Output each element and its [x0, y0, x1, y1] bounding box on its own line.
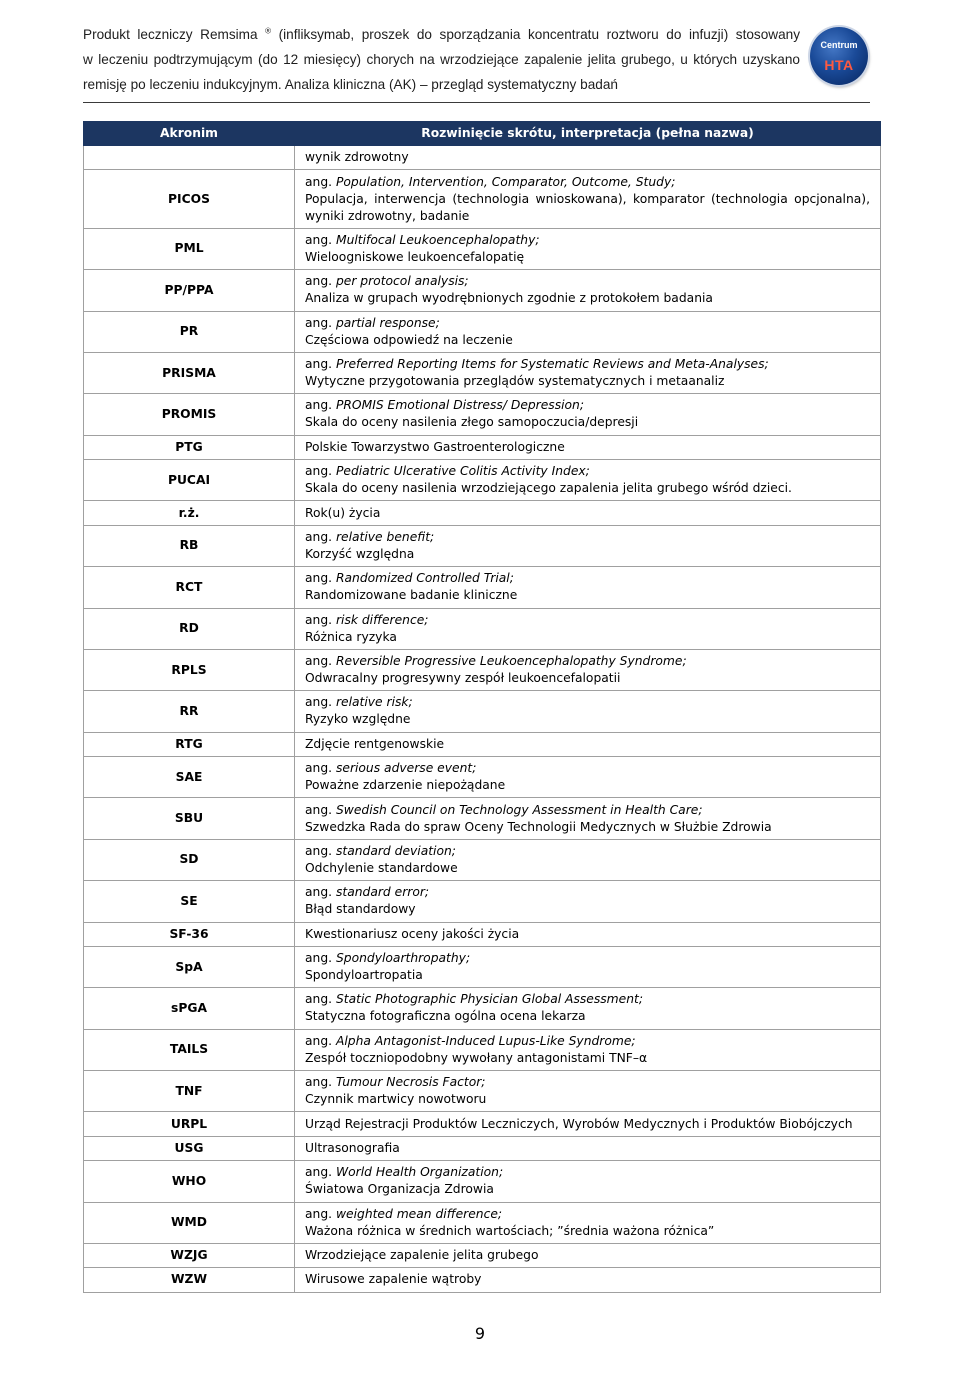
english-term: Randomized Controlled Trial; [335, 571, 514, 586]
table-row [84, 988, 881, 1029]
english-term-line [305, 694, 870, 711]
table-row [84, 228, 881, 269]
table-row [84, 1268, 881, 1292]
polish-definition: Wirusowe zapalenie wątroby [305, 1272, 482, 1287]
table-row [84, 460, 881, 501]
polish-definition: Ważona różnica w średnich wartościach; ”średnia ważona różnica” [305, 1223, 715, 1238]
acronym-cell: PP/PPA [84, 270, 295, 311]
english-term-line [305, 802, 870, 819]
english-term: World Health Organization; [335, 1165, 504, 1180]
polish-definition: Rok(u) życia [305, 505, 381, 520]
acronym-cell: PICOS [84, 170, 295, 228]
polish-definition: Wieloogniskowe leukoencefalopatię [305, 249, 525, 264]
english-term-line [305, 174, 870, 191]
english-term: Alpha Antagonist-Induced Lupus-Like Syndrome; [335, 1033, 636, 1048]
acronym-cell: RR [84, 691, 295, 732]
logo-text-bottom: HTA [824, 57, 854, 73]
table-row [84, 649, 881, 690]
acronym-cell: PROMIS [84, 394, 295, 435]
logo-text-top: Centrum [820, 40, 858, 50]
polish-definition: Zespół toczniopodobny wywołany antagonistami TNF–α [305, 1050, 648, 1065]
english-prefix: ang. [305, 654, 333, 669]
definition-cell [295, 228, 881, 269]
english-prefix: ang. [305, 1075, 333, 1090]
acronym-cell: PUCAI [84, 460, 295, 501]
table-row [84, 352, 881, 393]
english-prefix: ang. [305, 992, 333, 1007]
table-body [84, 146, 881, 1293]
table-row [84, 922, 881, 946]
english-prefix: ang. [305, 761, 333, 776]
english-term-line [305, 232, 870, 249]
polish-definition: Wrzodziejące zapalenie jelita grubego [305, 1248, 539, 1263]
definition-cell [295, 608, 881, 649]
table-row [84, 1161, 881, 1202]
table-header-row [84, 122, 881, 146]
definition-cell [295, 352, 881, 393]
table-row [84, 1029, 881, 1070]
english-term-line [305, 1074, 870, 1091]
english-term-line [305, 315, 870, 332]
acronym-cell: sPGA [84, 988, 295, 1029]
definition-cell [295, 567, 881, 608]
polish-definition: Analiza w grupach wyodrębnionych zgodnie z protokołem badania [305, 291, 713, 306]
english-term-line [305, 397, 870, 414]
english-term-line [305, 356, 870, 373]
english-term: per protocol analysis; [335, 274, 469, 289]
acronym-cell: TAILS [84, 1029, 295, 1070]
table-row [84, 1071, 881, 1112]
table-row [84, 1243, 881, 1267]
polish-definition: Błąd standardowy [305, 902, 416, 917]
polish-definition: Światowa Organizacja Zdrowia [305, 1182, 494, 1197]
acronym-cell: WZJG [84, 1243, 295, 1267]
page-number: 9 [474, 1324, 486, 1343]
definition-cell [295, 311, 881, 352]
table-row [84, 1112, 881, 1136]
table-row [84, 146, 881, 170]
header-divider [83, 102, 870, 103]
table-row [84, 691, 881, 732]
english-prefix: ang. [305, 464, 333, 479]
table-row [84, 270, 881, 311]
acronym-cell: WMD [84, 1202, 295, 1243]
acronym-cell [84, 146, 295, 170]
definition-cell [295, 460, 881, 501]
definition-cell [295, 946, 881, 987]
polish-definition: Odwracalny progresywny zespół leukoencefalopatii [305, 671, 621, 686]
polish-definition: Szwedzka Rada do spraw Oceny Technologii Medycznych w Służbie Zdrowia [305, 819, 772, 834]
english-term-line [305, 1206, 870, 1223]
english-prefix: ang. [305, 571, 333, 586]
english-term-line [305, 1033, 870, 1050]
polish-definition: Ultrasonografia [305, 1140, 400, 1155]
header-title-line-2: w leczeniu podtrzymującym (do 12 miesięcy) chorych na wrzodziejące zapalenie jelita grubego, u których uzyskano [83, 52, 800, 67]
polish-definition: Kwestionariusz oceny jakości życia [305, 926, 520, 941]
definition-cell [295, 270, 881, 311]
table-row [84, 1202, 881, 1243]
definition-cell [295, 501, 881, 525]
definition-cell [295, 839, 881, 880]
table-row [84, 567, 881, 608]
column-header-acronym: Akronim [84, 122, 295, 146]
english-term: weighted mean difference; [335, 1206, 503, 1221]
english-term: Multifocal Leukoencephalopathy; [335, 232, 540, 247]
english-term-line [305, 463, 870, 480]
english-prefix: ang. [305, 315, 333, 330]
english-prefix: ang. [305, 357, 333, 372]
polish-definition: Czynnik martwicy nowotworu [305, 1092, 487, 1107]
acronym-cell: USG [84, 1136, 295, 1160]
table-row [84, 839, 881, 880]
table-row [84, 757, 881, 798]
english-term-line [305, 570, 870, 587]
polish-definition: Korzyść względna [305, 546, 415, 561]
definition-cell [295, 881, 881, 922]
acronym-cell: SpA [84, 946, 295, 987]
acronym-cell: PML [84, 228, 295, 269]
english-term-line [305, 843, 870, 860]
polish-definition: Spondyloartropatia [305, 968, 423, 983]
table-row [84, 435, 881, 459]
polish-definition: Różnica ryzyka [305, 629, 397, 644]
polish-definition: Randomizowane badanie kliniczne [305, 588, 518, 603]
polish-definition: Zdjęcie rentgenowskie [305, 736, 445, 751]
definition-cell [295, 691, 881, 732]
table-row [84, 525, 881, 566]
english-prefix: ang. [305, 1033, 333, 1048]
english-prefix: ang. [305, 274, 333, 289]
english-term: Preferred Reporting Items for Systematic Reviews and Meta-Analyses; [335, 357, 769, 372]
acronym-cell: RPLS [84, 649, 295, 690]
english-term: Swedish Council on Technology Assessment in Health Care; [335, 802, 703, 817]
english-term: Population, Intervention, Comparator, Outcome, Study; [335, 174, 676, 189]
definition-cell [295, 1202, 881, 1243]
definition-cell [295, 435, 881, 459]
polish-definition: Urząd Rejestracji Produktów Leczniczych, Wyrobów Medycznych i Produktów Biobójczych [305, 1116, 853, 1131]
registered-trademark-mark: ® [265, 26, 272, 36]
english-prefix: ang. [305, 612, 333, 627]
table-row [84, 311, 881, 352]
english-prefix: ang. [305, 843, 333, 858]
definition-cell [295, 1136, 881, 1160]
definition-cell [295, 1161, 881, 1202]
definition-cell [295, 525, 881, 566]
acronym-cell: SAE [84, 757, 295, 798]
table-row [84, 946, 881, 987]
english-term: Static Photographic Physician Global Assessment; [335, 992, 643, 1007]
definition-cell [295, 988, 881, 1029]
acronym-cell: SD [84, 839, 295, 880]
english-prefix: ang. [305, 232, 333, 247]
polish-definition: wynik zdrowotny [305, 150, 409, 165]
english-prefix: ang. [305, 951, 333, 966]
acronym-cell: r.ż. [84, 501, 295, 525]
english-term: serious adverse event; [335, 761, 477, 776]
polish-definition: Polskie Towarzystwo Gastroenterologiczne [305, 439, 565, 454]
english-term: Pediatric Ulcerative Colitis Activity Index; [335, 464, 590, 479]
acronym-cell: PRISMA [84, 352, 295, 393]
definition-cell [295, 1112, 881, 1136]
english-term-line [305, 991, 870, 1008]
acronym-cell: PR [84, 311, 295, 352]
english-term-line [305, 884, 870, 901]
polish-definition: Skala do oceny nasilenia wrzodziejącego zapalenia jelita grubego wśród dzieci. [305, 481, 792, 496]
english-prefix: ang. [305, 529, 333, 544]
english-prefix: ang. [305, 174, 333, 189]
english-prefix: ang. [305, 1206, 333, 1221]
english-term: relative benefit; [335, 529, 435, 544]
english-term-line [305, 950, 870, 967]
english-term: PROMIS Emotional Distress/ Depression; [335, 398, 584, 413]
polish-definition: Częściowa odpowiedź na leczenie [305, 332, 513, 347]
english-term: Spondyloarthropathy; [335, 951, 471, 966]
table-row [84, 881, 881, 922]
definition-cell [295, 732, 881, 756]
english-term-line [305, 760, 870, 777]
definition-cell [295, 146, 881, 170]
definition-cell [295, 1029, 881, 1070]
english-prefix: ang. [305, 802, 333, 817]
table-row [84, 608, 881, 649]
acronym-cell: SBU [84, 798, 295, 839]
acronym-cell: RCT [84, 567, 295, 608]
english-term: Tumour Necrosis Factor; [335, 1075, 486, 1090]
table-row [84, 798, 881, 839]
english-term: standard error; [335, 885, 430, 900]
definition-cell [295, 649, 881, 690]
table-row [84, 1136, 881, 1160]
acronym-cell: RD [84, 608, 295, 649]
polish-definition: Skala do oceny nasilenia złego samopoczucia/depresji [305, 415, 639, 430]
acronym-cell: WHO [84, 1161, 295, 1202]
english-prefix: ang. [305, 1165, 333, 1180]
english-prefix: ang. [305, 695, 333, 710]
definition-cell [295, 1071, 881, 1112]
english-term-line [305, 653, 870, 670]
definition-cell [295, 394, 881, 435]
english-prefix: ang. [305, 885, 333, 900]
column-header-definition: Rozwinięcie skrótu, interpretacja (pełna nazwa) [295, 122, 881, 146]
header-title-part: Produkt leczniczy Remsima [83, 27, 258, 42]
abbreviations-table [83, 121, 881, 1293]
table-row [84, 732, 881, 756]
acronym-cell: PTG [84, 435, 295, 459]
acronym-cell: RTG [84, 732, 295, 756]
polish-definition: Populacja, interwencja (technologia wnioskowana), komparator (technologia opcjonalna), wyniki zdrowotny, badanie [305, 191, 870, 223]
english-term: partial response; [335, 315, 440, 330]
acronym-cell: WZW [84, 1268, 295, 1292]
english-term-line [305, 529, 870, 546]
english-prefix: ang. [305, 398, 333, 413]
definition-cell [295, 1268, 881, 1292]
header-title-part: (infliksymab, proszek do sporządzania koncentratu roztworu do infuzji) stosowany [278, 27, 801, 42]
polish-definition: Odchylenie standardowe [305, 860, 458, 875]
centrum-hta-logo [810, 27, 868, 85]
english-term-line [305, 273, 870, 290]
table-row [84, 170, 881, 228]
header-title-line-3: remisję po leczeniu indukcyjnym. Analiza kliniczna (AK) – przegląd systematyczny badań [83, 77, 618, 92]
english-term: standard deviation; [335, 843, 456, 858]
definition-cell [295, 922, 881, 946]
header-title-line-1 [83, 22, 800, 47]
definition-cell [295, 170, 881, 228]
polish-definition: Wytyczne przygotowania przeglądów systematycznych i metaanaliz [305, 374, 725, 389]
english-term: relative risk; [335, 695, 413, 710]
acronym-cell: TNF [84, 1071, 295, 1112]
definition-cell [295, 798, 881, 839]
acronym-cell: SF-36 [84, 922, 295, 946]
definition-cell [295, 757, 881, 798]
english-term-line [305, 1164, 870, 1181]
english-term: risk difference; [335, 612, 429, 627]
polish-definition: Ryzyko względne [305, 712, 411, 727]
page-header [83, 22, 800, 97]
definition-cell [295, 1243, 881, 1267]
english-term: Reversible Progressive Leukoencephalopathy Syndrome; [335, 654, 687, 669]
acronym-cell: SE [84, 881, 295, 922]
polish-definition: Poważne zdarzenie niepożądane [305, 778, 506, 793]
table-row [84, 394, 881, 435]
acronym-cell: URPL [84, 1112, 295, 1136]
acronym-cell: RB [84, 525, 295, 566]
table-row [84, 501, 881, 525]
polish-definition: Statyczna fotograficzna ogólna ocena lekarza [305, 1009, 586, 1024]
english-term-line [305, 612, 870, 629]
